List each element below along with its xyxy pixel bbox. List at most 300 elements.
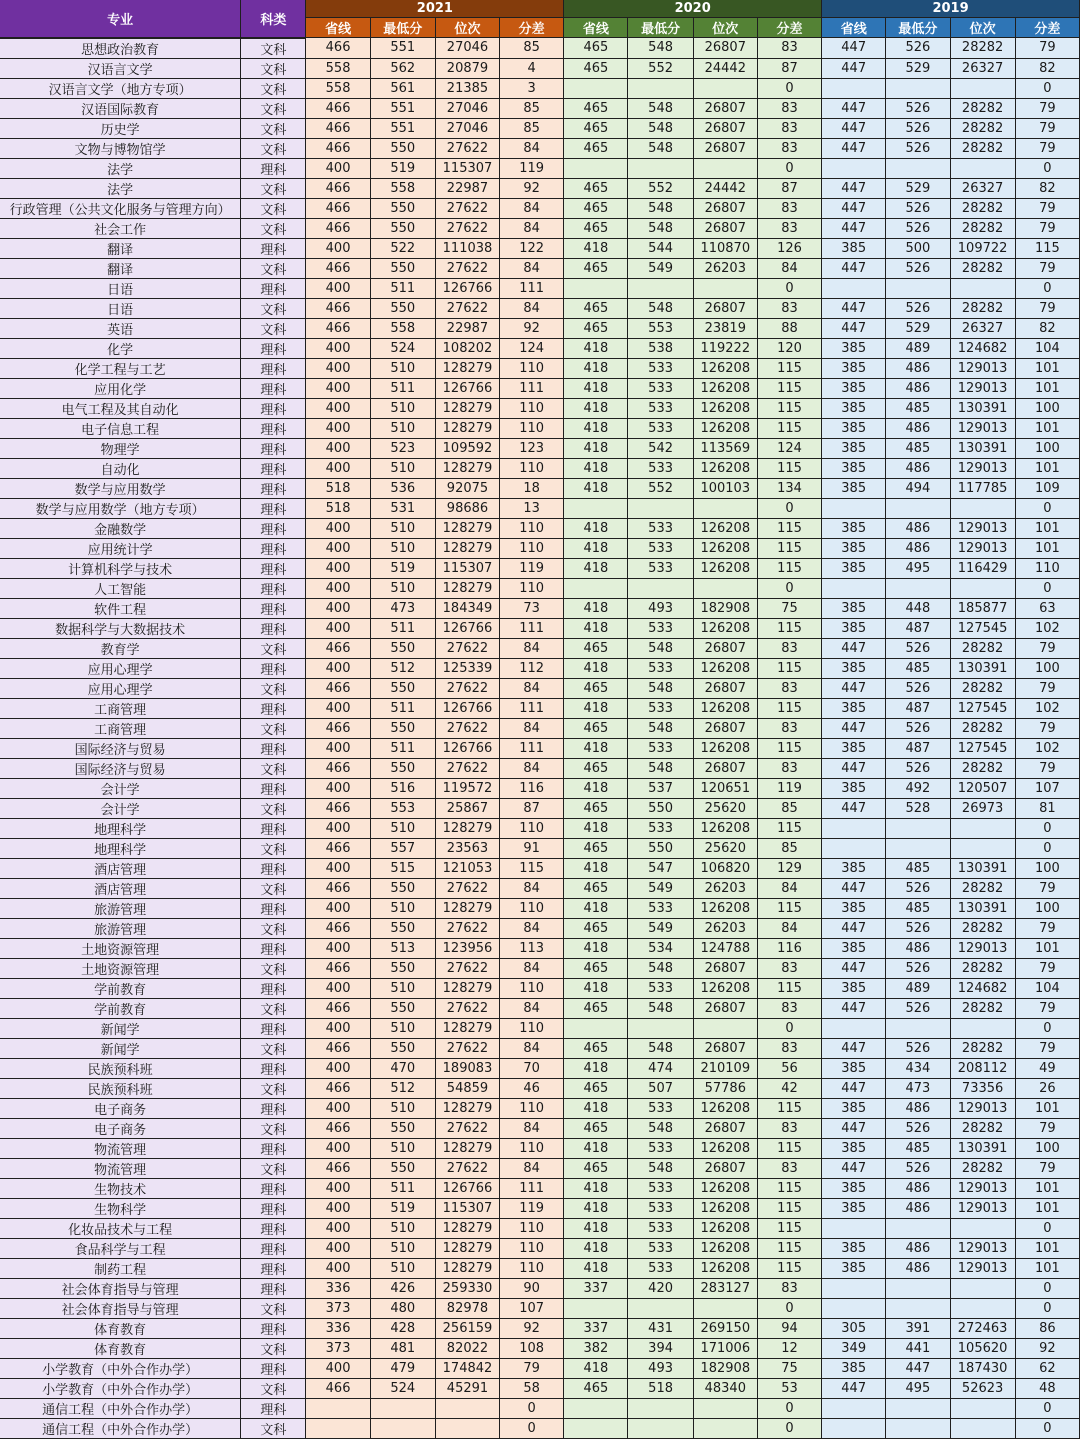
rank-2019: 28282 xyxy=(950,118,1015,138)
rank-2020: 120651 xyxy=(693,778,757,798)
diff-2021: 73 xyxy=(500,598,564,618)
min-score-2019: 526 xyxy=(886,638,950,658)
min-score-2020: 550 xyxy=(628,838,693,858)
rank-2021: 128279 xyxy=(435,458,499,478)
province-line-2019: 385 xyxy=(822,1138,886,1158)
province-line-2019: 447 xyxy=(822,318,886,338)
min-score-2019: 486 xyxy=(886,418,950,438)
rank-2021: 128279 xyxy=(435,1258,499,1278)
subject-cell: 理科 xyxy=(241,278,306,298)
subject-cell: 理科 xyxy=(241,438,306,458)
province-line-2020: 418 xyxy=(564,1258,628,1278)
min-score-2021: 550 xyxy=(370,258,435,278)
rank-2020: 24442 xyxy=(693,58,757,78)
table-row xyxy=(0,538,1080,558)
min-score-2020: 548 xyxy=(628,638,693,658)
province-line-2020: 418 xyxy=(564,898,628,918)
min-score-2019: 486 xyxy=(886,1098,950,1118)
min-score-2020 xyxy=(628,158,693,178)
min-score-2020: 533 xyxy=(628,458,693,478)
rank-2021: 111038 xyxy=(435,238,499,258)
rank-2021: 27622 xyxy=(435,298,499,318)
province-line-2019: 447 xyxy=(822,678,886,698)
min-score-2021: 562 xyxy=(370,58,435,78)
min-score-2020: 493 xyxy=(628,1358,693,1378)
min-score-2020: 533 xyxy=(628,1198,693,1218)
subject-cell: 文科 xyxy=(241,298,306,318)
province-line-2020: 418 xyxy=(564,518,628,538)
table-row xyxy=(0,878,1080,898)
min-score-2021: 510 xyxy=(370,818,435,838)
rank-2020: 26807 xyxy=(693,138,757,158)
province-line-2021: 400 xyxy=(306,578,370,598)
rank-2020: 113569 xyxy=(693,438,757,458)
province-line-2019 xyxy=(822,1298,886,1318)
diff-2019: 79 xyxy=(1015,1038,1079,1058)
min-score-2020: 533 xyxy=(628,518,693,538)
table-row xyxy=(0,1098,1080,1118)
subject-cell: 理科 xyxy=(241,1018,306,1038)
min-score-2021: 511 xyxy=(370,278,435,298)
min-score-2020: 550 xyxy=(628,798,693,818)
province-line-2019: 385 xyxy=(822,558,886,578)
rank-2019: 129013 xyxy=(950,378,1015,398)
rank-2021: 25867 xyxy=(435,798,499,818)
table-row xyxy=(0,58,1080,78)
rank-2019 xyxy=(950,278,1015,298)
rank-2020: 26807 xyxy=(693,678,757,698)
rank-2021 xyxy=(435,1418,499,1438)
province-line-2021: 466 xyxy=(306,1158,370,1178)
rank-2019: 130391 xyxy=(950,658,1015,678)
rank-2020: 126208 xyxy=(693,658,757,678)
min-score-2021: 510 xyxy=(370,1218,435,1238)
province-line-2020: 465 xyxy=(564,118,628,138)
province-line-2021: 466 xyxy=(306,118,370,138)
province-line-2021: 400 xyxy=(306,1058,370,1078)
province-line-2019 xyxy=(822,1398,886,1418)
subject-cell: 理科 xyxy=(241,338,306,358)
min-score-2021: 510 xyxy=(370,358,435,378)
table-row xyxy=(0,1078,1080,1098)
table-row xyxy=(0,598,1080,618)
diff-2020: 83 xyxy=(757,718,821,738)
min-score-2020: 533 xyxy=(628,378,693,398)
min-score-2021: 553 xyxy=(370,798,435,818)
diff-2019: 79 xyxy=(1015,958,1079,978)
table-row xyxy=(0,658,1080,678)
min-score-2021: 523 xyxy=(370,438,435,458)
min-score-2021: 550 xyxy=(370,218,435,238)
rank-2019: 127545 xyxy=(950,698,1015,718)
min-score-2020: 548 xyxy=(628,218,693,238)
min-score-2019 xyxy=(886,278,950,298)
header-rank-2020: 位次 xyxy=(693,18,757,38)
province-line-2021: 558 xyxy=(306,78,370,98)
diff-2019: 0 xyxy=(1015,1418,1079,1438)
province-line-2021: 558 xyxy=(306,58,370,78)
min-score-2020: 533 xyxy=(628,978,693,998)
diff-2021: 84 xyxy=(500,1158,564,1178)
province-line-2020: 418 xyxy=(564,978,628,998)
rank-2021: 22987 xyxy=(435,318,499,338)
subject-cell: 理科 xyxy=(241,698,306,718)
major-cell: 工商管理 xyxy=(0,698,241,718)
diff-2021: 84 xyxy=(500,138,564,158)
min-score-2021: 470 xyxy=(370,1058,435,1078)
diff-2020: 115 xyxy=(757,378,821,398)
diff-2019: 0 xyxy=(1015,1398,1079,1418)
min-score-2020: 420 xyxy=(628,1278,693,1298)
province-line-2020: 418 xyxy=(564,1058,628,1078)
table-row xyxy=(0,1058,1080,1078)
min-score-2019: 526 xyxy=(886,758,950,778)
province-line-2020: 418 xyxy=(564,738,628,758)
min-score-2019 xyxy=(886,578,950,598)
province-line-2021: 400 xyxy=(306,358,370,378)
table-row xyxy=(0,1018,1080,1038)
rank-2021: 27046 xyxy=(435,98,499,118)
table-row xyxy=(0,678,1080,698)
subject-cell: 文科 xyxy=(241,218,306,238)
min-score-2021: 550 xyxy=(370,918,435,938)
header-min-score-2019: 最低分 xyxy=(886,18,950,38)
subject-cell: 文科 xyxy=(241,1078,306,1098)
min-score-2020 xyxy=(628,1398,693,1418)
province-line-2019 xyxy=(822,818,886,838)
table-row xyxy=(0,1178,1080,1198)
province-line-2020: 418 xyxy=(564,238,628,258)
diff-2019: 79 xyxy=(1015,38,1079,59)
rank-2020: 126208 xyxy=(693,358,757,378)
min-score-2019: 495 xyxy=(886,1378,950,1398)
diff-2020: 83 xyxy=(757,118,821,138)
diff-2020: 83 xyxy=(757,678,821,698)
diff-2021: 110 xyxy=(500,458,564,478)
subject-cell: 理科 xyxy=(241,578,306,598)
rank-2019: 127545 xyxy=(950,618,1015,638)
min-score-2019: 526 xyxy=(886,38,950,59)
table-row xyxy=(0,918,1080,938)
diff-2021: 110 xyxy=(500,818,564,838)
min-score-2019: 485 xyxy=(886,658,950,678)
subject-cell: 理科 xyxy=(241,818,306,838)
subject-cell: 理科 xyxy=(241,378,306,398)
min-score-2021: 510 xyxy=(370,1258,435,1278)
diff-2021: 111 xyxy=(500,278,564,298)
subject-cell: 理科 xyxy=(241,598,306,618)
min-score-2019: 473 xyxy=(886,1078,950,1098)
province-line-2020: 465 xyxy=(564,798,628,818)
province-line-2021: 400 xyxy=(306,398,370,418)
province-line-2021: 466 xyxy=(306,918,370,938)
min-score-2019 xyxy=(886,838,950,858)
rank-2019: 208112 xyxy=(950,1058,1015,1078)
province-line-2020: 465 xyxy=(564,38,628,59)
rank-2019: 130391 xyxy=(950,1138,1015,1158)
diff-2021: 79 xyxy=(500,1358,564,1378)
min-score-2021: 519 xyxy=(370,558,435,578)
province-line-2021: 400 xyxy=(306,658,370,678)
table-row xyxy=(0,798,1080,818)
min-score-2019 xyxy=(886,498,950,518)
rank-2019 xyxy=(950,1398,1015,1418)
min-score-2021: 473 xyxy=(370,598,435,618)
province-line-2020: 418 xyxy=(564,1098,628,1118)
diff-2019: 79 xyxy=(1015,198,1079,218)
rank-2019: 28282 xyxy=(950,758,1015,778)
min-score-2020 xyxy=(628,1298,693,1318)
rank-2020: 26807 xyxy=(693,298,757,318)
min-score-2019: 486 xyxy=(886,458,950,478)
province-line-2021: 400 xyxy=(306,238,370,258)
subject-cell: 理科 xyxy=(241,1318,306,1338)
province-line-2020: 465 xyxy=(564,98,628,118)
rank-2021: 128279 xyxy=(435,418,499,438)
min-score-2020: 548 xyxy=(628,198,693,218)
diff-2020: 83 xyxy=(757,1118,821,1138)
min-score-2020 xyxy=(628,78,693,98)
table-row xyxy=(0,898,1080,918)
diff-2020: 115 xyxy=(757,398,821,418)
rank-2020: 26807 xyxy=(693,98,757,118)
diff-2021: 92 xyxy=(500,318,564,338)
province-line-2020: 418 xyxy=(564,1178,628,1198)
province-line-2020: 418 xyxy=(564,938,628,958)
diff-2019: 0 xyxy=(1015,1298,1079,1318)
diff-2019: 101 xyxy=(1015,378,1079,398)
rank-2019: 124682 xyxy=(950,978,1015,998)
min-score-2019: 526 xyxy=(886,998,950,1018)
province-line-2019: 385 xyxy=(822,238,886,258)
rank-2019: 130391 xyxy=(950,438,1015,458)
province-line-2021: 400 xyxy=(306,1098,370,1118)
rank-2021: 128279 xyxy=(435,1218,499,1238)
major-cell: 会计学 xyxy=(0,798,241,818)
subject-cell: 文科 xyxy=(241,1038,306,1058)
diff-2019: 92 xyxy=(1015,1338,1079,1358)
diff-2020: 115 xyxy=(757,1098,821,1118)
diff-2021: 58 xyxy=(500,1378,564,1398)
min-score-2021: 519 xyxy=(370,1198,435,1218)
rank-2019: 28282 xyxy=(950,638,1015,658)
rank-2021: 259330 xyxy=(435,1278,499,1298)
table-row xyxy=(0,38,1080,59)
diff-2021: 110 xyxy=(500,898,564,918)
rank-2021: 27046 xyxy=(435,118,499,138)
table-row xyxy=(0,218,1080,238)
min-score-2021: 510 xyxy=(370,898,435,918)
min-score-2021: 531 xyxy=(370,498,435,518)
rank-2019: 129013 xyxy=(950,418,1015,438)
diff-2021: 84 xyxy=(500,878,564,898)
table-row xyxy=(0,958,1080,978)
province-line-2019 xyxy=(822,1278,886,1298)
min-score-2019: 526 xyxy=(886,678,950,698)
min-score-2019: 494 xyxy=(886,478,950,498)
major-cell: 物流管理 xyxy=(0,1138,241,1158)
province-line-2021: 400 xyxy=(306,1138,370,1158)
major-cell: 体育教育 xyxy=(0,1338,241,1358)
diff-2021: 111 xyxy=(500,378,564,398)
min-score-2021: 510 xyxy=(370,418,435,438)
diff-2021: 3 xyxy=(500,78,564,98)
subject-cell: 文科 xyxy=(241,638,306,658)
min-score-2019: 487 xyxy=(886,738,950,758)
rank-2019: 28282 xyxy=(950,998,1015,1018)
province-line-2021: 336 xyxy=(306,1278,370,1298)
rank-2021: 27622 xyxy=(435,758,499,778)
diff-2021: 84 xyxy=(500,718,564,738)
subject-cell: 文科 xyxy=(241,198,306,218)
subject-cell: 文科 xyxy=(241,878,306,898)
diff-2021: 84 xyxy=(500,918,564,938)
major-cell: 数学与应用数学（地方专项） xyxy=(0,498,241,518)
min-score-2020 xyxy=(628,578,693,598)
province-line-2020 xyxy=(564,278,628,298)
province-line-2019 xyxy=(822,838,886,858)
min-score-2019 xyxy=(886,1418,950,1438)
diff-2019: 79 xyxy=(1015,298,1079,318)
diff-2020: 83 xyxy=(757,198,821,218)
min-score-2021: 550 xyxy=(370,998,435,1018)
diff-2020: 115 xyxy=(757,518,821,538)
rank-2019: 26327 xyxy=(950,318,1015,338)
min-score-2020: 548 xyxy=(628,758,693,778)
rank-2019: 105620 xyxy=(950,1338,1015,1358)
diff-2020: 115 xyxy=(757,1138,821,1158)
rank-2020: 57786 xyxy=(693,1078,757,1098)
rank-2020: 126208 xyxy=(693,698,757,718)
min-score-2019: 487 xyxy=(886,618,950,638)
province-line-2021: 466 xyxy=(306,958,370,978)
province-line-2021: 400 xyxy=(306,558,370,578)
diff-2021: 110 xyxy=(500,578,564,598)
table-row xyxy=(0,1138,1080,1158)
min-score-2020: 549 xyxy=(628,918,693,938)
diff-2020: 84 xyxy=(757,258,821,278)
rank-2020: 126208 xyxy=(693,1218,757,1238)
diff-2019: 104 xyxy=(1015,978,1079,998)
province-line-2021: 400 xyxy=(306,158,370,178)
province-line-2019: 385 xyxy=(822,1098,886,1118)
min-score-2021: 550 xyxy=(370,1038,435,1058)
subject-cell: 理科 xyxy=(241,658,306,678)
subject-cell: 理科 xyxy=(241,1258,306,1278)
min-score-2021: 551 xyxy=(370,118,435,138)
diff-2021: 46 xyxy=(500,1078,564,1098)
province-line-2020: 465 xyxy=(564,298,628,318)
table-row xyxy=(0,138,1080,158)
major-cell: 小学教育（中外合作办学） xyxy=(0,1378,241,1398)
table-row xyxy=(0,398,1080,418)
rank-2019: 129013 xyxy=(950,1198,1015,1218)
subject-cell: 文科 xyxy=(241,1298,306,1318)
major-cell: 体育教育 xyxy=(0,1318,241,1338)
min-score-2020 xyxy=(628,498,693,518)
min-score-2019: 526 xyxy=(886,218,950,238)
rank-2021: 21385 xyxy=(435,78,499,98)
diff-2021: 111 xyxy=(500,618,564,638)
diff-2019: 62 xyxy=(1015,1358,1079,1378)
province-line-2021: 466 xyxy=(306,718,370,738)
min-score-2019 xyxy=(886,1298,950,1318)
subject-cell: 文科 xyxy=(241,258,306,278)
min-score-2020: 533 xyxy=(628,398,693,418)
min-score-2019: 486 xyxy=(886,1258,950,1278)
province-line-2020 xyxy=(564,78,628,98)
diff-2021: 0 xyxy=(500,1418,564,1438)
subject-cell: 文科 xyxy=(241,998,306,1018)
province-line-2019: 385 xyxy=(822,778,886,798)
diff-2019: 0 xyxy=(1015,578,1079,598)
min-score-2020: 533 xyxy=(628,1138,693,1158)
diff-2020: 83 xyxy=(757,998,821,1018)
rank-2019: 129013 xyxy=(950,1098,1015,1118)
rank-2020: 171006 xyxy=(693,1338,757,1358)
province-line-2021: 400 xyxy=(306,518,370,538)
diff-2019: 26 xyxy=(1015,1078,1079,1098)
province-line-2020: 418 xyxy=(564,1358,628,1378)
diff-2020: 83 xyxy=(757,638,821,658)
major-cell: 酒店管理 xyxy=(0,878,241,898)
subject-cell: 理科 xyxy=(241,458,306,478)
table-row xyxy=(0,318,1080,338)
province-line-2020: 465 xyxy=(564,178,628,198)
min-score-2019: 448 xyxy=(886,598,950,618)
province-line-2020: 465 xyxy=(564,318,628,338)
rank-2021: 27622 xyxy=(435,1158,499,1178)
major-cell: 通信工程（中外合作办学） xyxy=(0,1398,241,1418)
province-line-2019 xyxy=(822,78,886,98)
diff-2019: 82 xyxy=(1015,58,1079,78)
min-score-2020: 548 xyxy=(628,718,693,738)
min-score-2020: 533 xyxy=(628,418,693,438)
min-score-2019: 526 xyxy=(886,1158,950,1178)
diff-2019: 0 xyxy=(1015,78,1079,98)
table-row xyxy=(0,578,1080,598)
province-line-2019: 447 xyxy=(822,878,886,898)
rank-2019: 28282 xyxy=(950,138,1015,158)
province-line-2021: 336 xyxy=(306,1318,370,1338)
rank-2020: 126208 xyxy=(693,1098,757,1118)
rank-2020: 283127 xyxy=(693,1278,757,1298)
province-line-2021: 466 xyxy=(306,998,370,1018)
rank-2019: 124682 xyxy=(950,338,1015,358)
major-cell: 工商管理 xyxy=(0,718,241,738)
rank-2020: 126208 xyxy=(693,1238,757,1258)
subject-cell: 文科 xyxy=(241,918,306,938)
province-line-2019 xyxy=(822,158,886,178)
diff-2020: 115 xyxy=(757,1218,821,1238)
province-line-2020: 465 xyxy=(564,718,628,738)
min-score-2021: 510 xyxy=(370,458,435,478)
rank-2020: 126208 xyxy=(693,1178,757,1198)
min-score-2019: 485 xyxy=(886,1138,950,1158)
min-score-2019: 526 xyxy=(886,1118,950,1138)
rank-2020 xyxy=(693,1298,757,1318)
rank-2020: 126208 xyxy=(693,1258,757,1278)
table-row xyxy=(0,1358,1080,1378)
subject-cell: 文科 xyxy=(241,838,306,858)
province-line-2019: 447 xyxy=(822,138,886,158)
diff-2020: 75 xyxy=(757,598,821,618)
rank-2019: 185877 xyxy=(950,598,1015,618)
min-score-2019: 526 xyxy=(886,718,950,738)
province-line-2020: 418 xyxy=(564,1238,628,1258)
rank-2019 xyxy=(950,498,1015,518)
table-row xyxy=(0,238,1080,258)
